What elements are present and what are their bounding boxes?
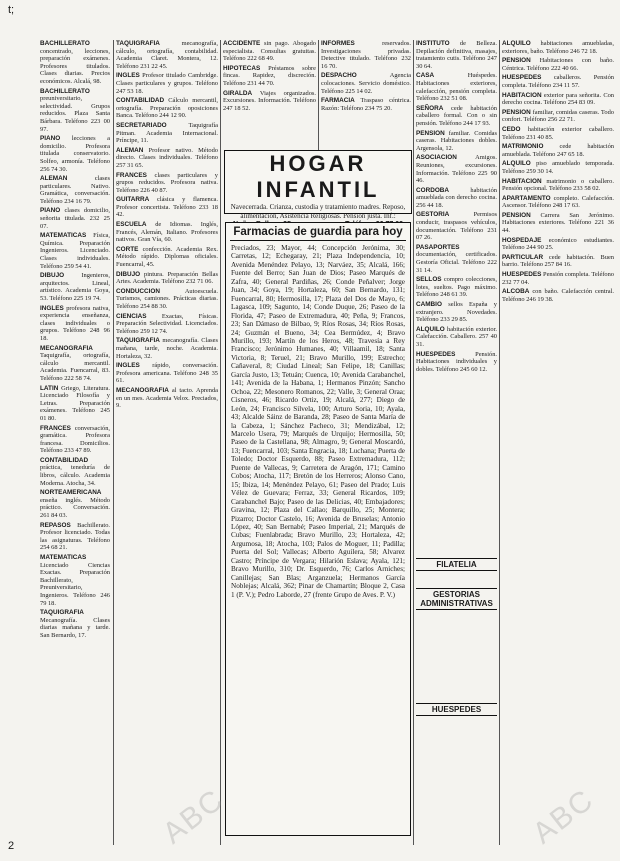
classified-ad-heading: HUESPEDES bbox=[416, 350, 456, 358]
classified-ad bbox=[223, 40, 316, 63]
column-rule bbox=[220, 40, 221, 845]
classified-ad-heading: HIPOTECAS bbox=[223, 64, 261, 72]
classified-ad bbox=[416, 105, 497, 128]
classified-ad bbox=[321, 72, 411, 95]
classified-ad bbox=[116, 172, 218, 195]
classified-ad-text: Taquigrafía Pitman. Academia Internacional. Príncipe, 11. bbox=[116, 121, 218, 145]
classified-ad-heading: ALEMAN bbox=[116, 146, 144, 154]
classified-ad bbox=[321, 40, 411, 70]
classified-ad bbox=[416, 276, 497, 299]
classified-ad-text: Viajes organizados. Excursiones. Información. Teléfono 247 18 52. bbox=[223, 89, 316, 112]
page-mark-top: t; bbox=[8, 4, 15, 16]
classified-ad-heading: HABITACION bbox=[502, 177, 542, 185]
classified-ad-text: reservados. Investigaciones privadas. Detective titulado. Teléfono 232 16 70. bbox=[321, 40, 411, 70]
classified-ad-text: sin pago. Abogado especialista. Consultas gratuitas. Teléfono 222 68 49. bbox=[223, 40, 316, 63]
column-rule bbox=[318, 40, 319, 150]
classified-ad-text: caballeros. Pensión completa. Teléfono 234 11 57. bbox=[502, 74, 614, 89]
classified-ad-heading: TAQUIGRAFIA bbox=[116, 40, 160, 47]
classified-ad-heading: INGLES bbox=[116, 362, 140, 370]
classified-ad-heading: BACHILLERATO bbox=[40, 87, 90, 95]
classified-ad-text: al tacto. Aprenda en un mes. Academia Velox. Preciados, 9. bbox=[116, 386, 218, 410]
classified-ad-text: práctica, teneduría de libros, cálculo. Academia Moderna. Atocha, 34. bbox=[40, 464, 110, 487]
classified-ad bbox=[502, 212, 614, 235]
classified-ad-text: profesora nativa, experiencia enseñanza, clases individuales o grupos. Teléfono 248 96 18. bbox=[40, 304, 110, 342]
classified-ad bbox=[116, 313, 218, 336]
classified-ad-heading: MATEMATICAS bbox=[40, 554, 87, 561]
classified-ad bbox=[502, 271, 614, 286]
classified-ad-text: económico estudiantes. Teléfono 244 90 25. bbox=[502, 236, 614, 252]
classified-ad-text: Profesor nativo. Método directo. Clases individuales. Teléfono 257 31 65. bbox=[116, 146, 218, 169]
classified-ad-text: habitaciones amuebladas, exteriores, baño. Teléfono 246 72 18. bbox=[502, 40, 614, 55]
classified-ad bbox=[116, 387, 218, 410]
classified-ad-heading: HUESPEDES bbox=[502, 271, 542, 279]
classified-ad-heading: PIANO bbox=[40, 207, 61, 215]
classified-ad-heading: PENSION bbox=[416, 129, 445, 137]
classified-ad bbox=[416, 244, 497, 274]
classified-ad-heading: ALEMAN bbox=[40, 175, 68, 183]
classified-ad-text: habitación amueblada con derecho cocina. 256 44 18. bbox=[416, 186, 497, 209]
classified-ad bbox=[116, 97, 218, 120]
classified-ad bbox=[416, 130, 497, 153]
classified-ad-text: Profesor titulado Cambridge. Clases particulares y grupos. Teléfono 247 53 18. bbox=[116, 72, 218, 95]
classified-ad bbox=[502, 109, 614, 124]
classified-ad-heading: MECANOGRAFIA bbox=[116, 386, 169, 394]
classified-ad-heading: BACHILLERATO bbox=[40, 40, 90, 47]
section-gestorias: GESTORIAS ADMINISTRATIVAS bbox=[416, 588, 497, 610]
classified-ad-text: Cálculo mercantil, ortografía. Preparación oposiciones Banca. Teléfono 244 12 90. bbox=[116, 97, 218, 120]
classified-ad-text: habitación exterior caballero. Teléfono 231 40 85. bbox=[502, 125, 614, 141]
classified-ad bbox=[40, 385, 110, 423]
classified-ad-heading: ASOCIACION bbox=[416, 154, 457, 162]
classified-ad bbox=[223, 65, 316, 88]
section-huespedes: HUESPEDES bbox=[416, 703, 497, 716]
classified-ad-text: mecanografía, cálculo, ortografía, contabilidad. Academia Claret. Montera, 12. Teléfono 231 22 45. bbox=[116, 40, 218, 70]
classified-ad-heading: INSTITUTO bbox=[416, 40, 450, 47]
classified-ad-text: Agencia colocaciones. Servicio doméstico. Teléfono 225 14 02. bbox=[321, 72, 411, 95]
classified-ad-heading: MATRIMONIO bbox=[502, 143, 544, 151]
classified-column-3 bbox=[223, 40, 316, 145]
classified-ad bbox=[40, 175, 110, 205]
classified-ad-text: clases domicilio, señorita titulada. 232 25 07. bbox=[40, 207, 110, 230]
classified-ad-text: Huéspedes. Habitaciones exteriores, calefacción, pensión completa. Teléfono 232 51 08. bbox=[416, 72, 497, 103]
classified-ad bbox=[40, 554, 110, 607]
classified-ad-text: de Idiomas. Inglés, Francés, Alemán, Italiano. Profesores nativos. Gran Vía, 60. bbox=[116, 221, 218, 244]
classified-ad bbox=[116, 40, 218, 70]
classified-ad-text: Griego, Literatura. Licenciado Filosofía y Letras. Preparación exámenes. Teléfono 245 01 80. bbox=[40, 384, 110, 422]
classified-ad bbox=[40, 457, 110, 487]
classified-ad bbox=[40, 207, 110, 230]
classified-ad-text: Mecanografía. Clases diarias mañana y tarde. San Bernardo, 17. bbox=[40, 616, 110, 639]
classified-ad-text: matrimonio o caballero. Pensión opcional. Teléfono 233 58 02. bbox=[502, 177, 614, 193]
classified-ad bbox=[40, 489, 110, 519]
classified-ad bbox=[502, 143, 614, 158]
classified-ad bbox=[40, 272, 110, 302]
classified-ad bbox=[116, 72, 218, 95]
classified-ad-text: rápido, conversación. Profesora americana. Teléfono 248 35 61. bbox=[116, 362, 218, 385]
classified-ad-text: documentación, certificados. Gestoría Oficial. Teléfono 222 31 14. bbox=[416, 251, 497, 274]
classified-ad bbox=[416, 326, 497, 349]
classified-ad-text: concentrado, lecciones, preparación exámenes. Profesores titulados. Clases diarias. Precios económicos. Alcalá, 98. bbox=[40, 47, 110, 85]
hogar-infantil-ad bbox=[224, 150, 412, 220]
classified-ad-text: Física, Química. Preparación Ingenieros. Licenciado. Clases individuales. Teléfono 259 54 41. bbox=[40, 232, 110, 270]
classified-ad bbox=[40, 135, 110, 173]
classified-ad-heading: LATIN bbox=[40, 384, 59, 392]
classified-ad-text: confección. Academia Rex. Método rápido. Diplomas oficiales. Fuencarral, 45. bbox=[116, 245, 218, 269]
classified-ad-text: clases particulares y grupos reducidos. Profesora nativa. Teléfono 226 40 87. bbox=[116, 171, 218, 194]
classified-ad bbox=[223, 90, 316, 113]
classified-ad-heading: PIANO bbox=[40, 135, 61, 143]
classified-ad bbox=[40, 305, 110, 343]
classified-ad bbox=[116, 122, 218, 145]
column-rule bbox=[113, 40, 114, 845]
classified-ad-heading: CORDOBA bbox=[416, 186, 450, 194]
classified-ad-text: Préstamos sobre fincas. Rapidez, discreción. Teléfono 231 44 70. bbox=[223, 64, 316, 87]
classified-ad-text: conversación, gramática. Profesora francesa. Domicilios. Teléfono 233 47 89. bbox=[40, 424, 110, 455]
classified-ad bbox=[40, 609, 110, 639]
classified-ad-heading: PASAPORTES bbox=[416, 243, 460, 251]
classified-ad-heading: GESTORIA bbox=[416, 211, 450, 219]
classified-ad-heading: PENSION bbox=[502, 211, 531, 219]
classified-ad-heading: FARMACIA bbox=[321, 97, 355, 105]
classified-ad-heading: ALQUILO bbox=[502, 160, 531, 168]
classified-ad-heading: DESPACHO bbox=[321, 72, 357, 80]
classified-ad-text: Habitaciones con baño. Céntrica. Teléfono 222 40 66. bbox=[502, 57, 614, 72]
classified-column-5 bbox=[416, 40, 497, 840]
classified-ad-text: enseña inglés. Método práctico. Conversación. 261 84 03. bbox=[40, 496, 110, 520]
classified-ad-heading: PARTICULAR bbox=[502, 253, 544, 261]
classified-ad bbox=[502, 126, 614, 141]
classified-ad bbox=[321, 97, 411, 112]
column-rule bbox=[499, 40, 500, 845]
classified-ad bbox=[40, 232, 110, 270]
classified-ad bbox=[40, 88, 110, 134]
classified-ad-heading: CAMBIO bbox=[416, 301, 442, 308]
classified-ad-heading: CEDO bbox=[502, 125, 521, 133]
classified-ad bbox=[116, 271, 218, 286]
classified-ad bbox=[40, 345, 110, 383]
classified-ad-text: cede habitación amueblada. Teléfono 247 65 18. bbox=[502, 143, 614, 158]
classified-ad-heading: INGLES bbox=[116, 72, 140, 80]
classified-ad-heading: HUESPEDES bbox=[502, 74, 542, 82]
classified-ad bbox=[416, 351, 497, 374]
classified-ad bbox=[416, 301, 497, 324]
classified-ad-text: Traspaso céntrica. Razón: Teléfono 234 75 20. bbox=[321, 97, 411, 112]
classified-ad-heading: PENSION bbox=[502, 57, 531, 65]
classified-column-2 bbox=[116, 40, 218, 840]
classified-ad-heading: CIENCIAS bbox=[116, 312, 147, 320]
hogar-title: HOGAR INFANTIL bbox=[256, 151, 380, 202]
classified-ad-text: piso amueblado temporada. Teléfono 259 30 14. bbox=[502, 160, 614, 175]
farmacias-box bbox=[225, 222, 411, 836]
column-rule bbox=[413, 40, 414, 845]
classified-ad-text: Carrera San Jerónimo. Habitaciones exteriores. Teléfono 221 36 44. bbox=[502, 211, 614, 235]
classified-ad bbox=[116, 196, 218, 219]
classified-ad bbox=[40, 425, 110, 455]
classified-ad bbox=[116, 246, 218, 269]
classified-ad-heading: SECRETARIADO bbox=[116, 121, 167, 129]
classified-ad bbox=[502, 92, 614, 107]
classified-ad-heading: NORTEAMERICANA bbox=[40, 489, 102, 497]
classified-ad-heading: DIBUJO bbox=[40, 272, 65, 280]
classified-ad-heading: APARTAMENTO bbox=[502, 194, 551, 202]
classified-ad bbox=[502, 195, 614, 210]
classified-ad-heading: CASA bbox=[416, 72, 435, 80]
classified-ad-heading: HOSPEDAJE bbox=[502, 236, 542, 244]
classified-ad-text: Pensión completa. Teléfono 232 77 04. bbox=[502, 271, 614, 286]
classified-ad-text: Exactas, Físicas. Preparación Selectividad. Licenciados. Teléfono 259 12 74. bbox=[116, 312, 218, 335]
classified-ad-text: sellos España y extranjero. Novedades. Teléfono 233 29 85. bbox=[416, 301, 497, 324]
farmacias-list: Preciados, 23; Mayor, 44; Concepción Jerónima, 30; Carretas, 12; Echegaray, 21; Plaza Independencia, 10; Avenida Menéndez Pelayo, 13; Narváez, 35; Alcalá, 166; Fuente del Berro; San Juan de Dios; Paseo Marqués de Zafra, 40; General Pardiñas, 26; Conde Peñalver; Jorge Juan, 34; Goya, 19; Hortaleza, 60; San Bernardo, 131; Fuencarral, 80; Hermosilla, 17; Plaza del Dos de Mayo, 6; Lagasca, 109; Sagunto, 14; Conde Duque, 26; Paseo de la Florida, 47; Paseo de Extremadura, 40; Peña, 9; Francos, 23; San Dámaso de Bilbao, 9; Ríos Rosas, 34; Ríos Rosas, 24; Guzmán el Bueno, 34; Cea Bermúdez, 4; Bravo Murillo, 193; Martín de los Heros, 48; Travesía a Rey Francisco; Jerónimo Humanes, 40; Villaamil, 18; Santa Victoria, 8; Teruel, 21; Bravo Murillo, 199; Estrecho; Cañaveral, 8; Ciudad Lineal; San Felipe, 18; Canillas; García Justo, 13; Tetuán; Cuenca, 10; Avenida Carabanchel, 141; Avenida de la Habana, 1; Hermanos Pinzón; Sancho Ochoa, 22; Mesonero Romanos, 22; Valle, 3; General Oraa; Cisneros, 46; Ricardo Ortiz, 19; Alcalá, 277; Diego de León, 24; Francisco Silvela, 100; Arturo Soria, 10; Ayala, 43; Alcalde Sáinz de Baranda, 28; Paseo de Santa María de la Cabeza, 1; Sánchez Pacheco, 31; Mendizábal, 12; Marcelo Usera, 79; Marqués de Urquijo; Hermosilla, 50; Paseo de la Castellana, 98; Almagro, 9; General Moscardó, 13; Fuencarral, 103; Santa Engracia, 18; Luchana; Puerta de Toledo; Doctor Esquerdo, 88; Paseo Extremadura, 112; Puente de Vallecas, 9; Carretera de Aragón, 171; Camino Cobos; Atocha, 117; Bretón de los Herreros; Alonso Cano, 15; Ibiza, 14; Menéndez Pelayo, 61; Paseo del Prado; Luis Vélez de Guevara; Ferraz, 33; General Ricardos, 109; Carabanchel Bajo; Paseo de las Delicias, 40; Embajadores; Gravina, 12; Plaza del Callao; Barquillo, 25; Montera; Pizarro; Doctor Castelo, 16; Avenida de Bruselas; Antonio López, 40; San Bernabé; Paseo Imperial, 21; Marqués de Cubas; Fuenlabrada; Bravo Murillo, 23; Hortaleza, 42; Argumosa, 18; Atocha, 103; Palos de Moguer, 11; Padilla; Puerta del Sol; Vallecas; Alberto Aguilera, 58; Alvarez Castro; Príncipe de Vergara; Hilarión Eslava; Ayala, 121; Bravo Murillo, 310; Dr. Esquerdo, 76; Carlos Arniches; Canillejas; San Blas; Arganzuela; Hermanos García Noblejas; Alcalá, 362; Pinar de Chamartín; Bloque 2, Casa 1 (P. V.); Pedro Laborde, 27 (frente Grupo de Aves. P. V.) bbox=[231, 244, 405, 599]
classified-ad bbox=[40, 40, 110, 86]
classified-ad-text: de Belleza. Depilación definitiva, masajes, tratamiento cutis. Teléfono 247 30 64. bbox=[416, 40, 497, 70]
classified-column-1 bbox=[40, 40, 110, 840]
classified-ad bbox=[116, 362, 218, 385]
classified-ad bbox=[502, 57, 614, 72]
classified-ad-text: con baño. Calefacción central. Teléfono 246 19 38. bbox=[502, 288, 614, 303]
classified-ad bbox=[416, 40, 497, 70]
classified-ad bbox=[116, 288, 218, 311]
classified-ad bbox=[416, 187, 497, 210]
classified-ad-heading: CORTE bbox=[116, 245, 139, 253]
classified-ad bbox=[116, 147, 218, 170]
classified-ad-text: lecciones a domicilio. Profesora titulada conservatorio. Solfeo, armonía. Teléfono 256 74 30. bbox=[40, 135, 110, 173]
classified-ad-text: Permisos conducir, traspasos vehículos, documentación. Teléfono 231 07 26. bbox=[416, 211, 497, 242]
classified-ad-text: Taquigrafía, ortografía, cálculo mercantil. Academia. Fuencarral, 83. Teléfono 222 58 74. bbox=[40, 352, 110, 382]
classified-column-4 bbox=[321, 40, 411, 145]
classified-ad-heading: GUITARRA bbox=[116, 196, 150, 204]
watermark-logo: ABC bbox=[526, 782, 601, 851]
classified-ad bbox=[502, 254, 614, 269]
classified-ad bbox=[502, 40, 614, 55]
classified-ad bbox=[416, 72, 497, 102]
classified-ad bbox=[502, 237, 614, 252]
classified-ad-heading: DIBUJO bbox=[116, 270, 141, 278]
classified-ad-text: pintura. Preparación Bellas Artes. Academia. Teléfono 232 71 06. bbox=[116, 270, 218, 286]
hogar-subtitle: Navecerrada. Crianza, custodia y tratamiento madres. Reposo, alimentación, Asistencia Religiosas. Pensión justa. Inf.: bbox=[230, 203, 406, 220]
classified-ad-heading: GIRALDA bbox=[223, 89, 253, 97]
classified-ad-text: familiar, comidas caseras. Todo confort. Teléfono 256 22 71. bbox=[502, 108, 614, 124]
classified-ad bbox=[502, 160, 614, 175]
classified-ad-text: Bachillerato. Profesor licenciado. Todas las asignaturas. Teléfono 254 68 21. bbox=[40, 521, 110, 552]
classified-ad-heading: TAQUIGRAFIA bbox=[40, 609, 84, 617]
classified-ad-heading: PENSION bbox=[502, 108, 531, 116]
classified-ad-heading: ALQUILO bbox=[502, 40, 531, 47]
classified-ad-heading: ALQUILO bbox=[416, 325, 445, 333]
classified-ad-heading: TAQUIGRAFIA bbox=[116, 337, 160, 345]
classified-ad-heading: CONDUCCION bbox=[116, 287, 161, 295]
classified-ad-text: Amigos. Reuniones, excursiones. Información. Teléfono 225 90 46. bbox=[416, 154, 497, 185]
classified-ad-text: Ingenieros, arquitectos. Lineal, artístico. Academia Goya, 53. Teléfono 225 19 74. bbox=[40, 272, 110, 302]
classified-ad-heading: INGLES bbox=[40, 304, 64, 312]
classified-ad-heading: HABITACION bbox=[502, 91, 542, 99]
classified-ad-text: Autoescuela. Turismos, camiones. Prácticas diarias. Teléfono 254 88 30. bbox=[116, 287, 218, 310]
watermark-logo: ABC bbox=[156, 782, 231, 851]
classified-ad bbox=[40, 522, 110, 552]
classified-ad-text: mecanografía. Clases mañana, tarde, noche. Academia. Hortaleza, 32. bbox=[116, 337, 218, 360]
classified-ad-text: Licenciado Ciencias Exactas. Preparación Bachillerato, Preuniversitario, Ingenieros. Teléfono 246 79 18. bbox=[40, 561, 110, 607]
classified-ad-heading: CONTABILIDAD bbox=[40, 456, 89, 464]
classified-ad-text: cede habitación. Buen barrio. Teléfono 257 84 16. bbox=[502, 253, 614, 269]
classified-ad bbox=[502, 74, 614, 89]
classified-ad-heading: FRANCES bbox=[116, 171, 147, 179]
classified-ad-heading: ESCUELA bbox=[116, 221, 147, 229]
page-mark-bottom: 2 bbox=[8, 840, 15, 852]
classified-ad bbox=[416, 211, 497, 241]
classified-ad-heading: MATEMATICAS bbox=[40, 232, 87, 240]
classified-ad bbox=[116, 337, 218, 360]
classified-ad-text: familiar. Comidas caseras. Habitaciones dobles. Argensola, 12. bbox=[416, 129, 497, 152]
classified-ad bbox=[502, 178, 614, 193]
classified-ad-text: cede habitación caballero formal. Con o sin pensión. Teléfono 244 17 93. bbox=[416, 104, 497, 127]
classified-ad-text: compro colecciones, lotes, sueltos. Pago máximo. Teléfono 248 61 39. bbox=[416, 276, 497, 299]
classified-ad-text: clases particulares. Nativo. Gramática, conversación. Teléfono 234 16 79. bbox=[40, 175, 110, 205]
classified-ad-text: exterior para señorita. Con derecho cocina. Teléfono 254 83 09. bbox=[502, 91, 614, 107]
classified-ad-heading: ACCIDENTE bbox=[223, 40, 261, 47]
classified-ad-heading: SEÑORA bbox=[416, 104, 444, 112]
classified-ad-text: completo. Calefacción. Ascensor. Teléfono 248 17 63. bbox=[502, 194, 614, 210]
classified-ad-text: habitación exterior. Calefacción. Caballero. 257 40 31. bbox=[416, 325, 497, 348]
classified-ad-text: preuniversitario, selectividad. Grupos reducidos. Plaza Santa Bárbara. Teléfono 223 00 97. bbox=[40, 95, 110, 133]
classified-ad-heading: FRANCES bbox=[40, 424, 71, 432]
section-filatelia: FILATELIA bbox=[416, 558, 497, 571]
classified-ad-heading: ALCOBA bbox=[502, 288, 530, 296]
classified-ad bbox=[502, 288, 614, 303]
classified-ad bbox=[116, 221, 218, 244]
classified-ad-text: Pensión. Habitaciones individuales y dobles. Teléfono 245 60 12. bbox=[416, 350, 497, 373]
classified-ad-heading: INFORMES bbox=[321, 40, 355, 47]
classified-ad-text: clásica y flamenca. Profesor concertista. Teléfono 233 18 42. bbox=[116, 196, 218, 219]
classified-ad-heading: CONTABILIDAD bbox=[116, 97, 165, 105]
classified-column-6 bbox=[502, 40, 614, 840]
classified-ad-heading: SELLOS bbox=[416, 276, 442, 284]
classified-ad-heading: MECANOGRAFIA bbox=[40, 344, 93, 352]
classified-ad bbox=[416, 154, 497, 184]
classified-ad-heading: REPASOS bbox=[40, 521, 71, 529]
farmacias-title: Farmacias de guardia para hoy bbox=[230, 223, 406, 241]
